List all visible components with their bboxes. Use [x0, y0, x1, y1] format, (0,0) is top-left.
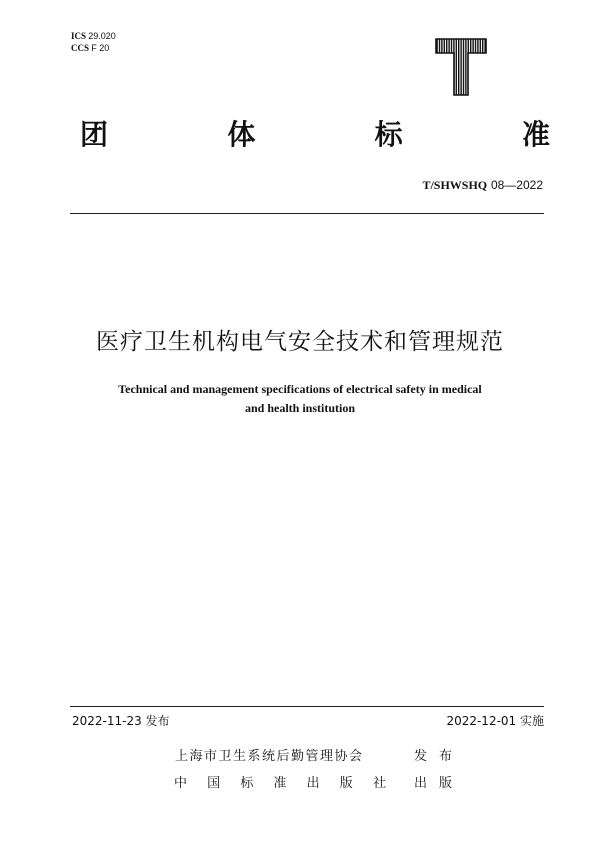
- role-char: 发: [414, 749, 428, 764]
- document-type: [80, 117, 550, 153]
- document-type-char: 体: [227, 118, 256, 151]
- bottom-divider: [70, 706, 544, 707]
- ics-value: 29.020: [88, 31, 116, 41]
- publishing-house-char: 出: [306, 776, 320, 791]
- ccs-value: F 20: [91, 43, 110, 53]
- title-english: [0, 380, 600, 418]
- publisher-row: [0, 775, 600, 793]
- standard-number-value: 08—2022: [490, 178, 543, 192]
- ccs-code: [71, 42, 116, 54]
- standard-logo-t: [434, 37, 488, 97]
- classification-codes: [71, 30, 116, 54]
- role-char: 出: [414, 776, 428, 791]
- role-char: 布: [438, 749, 452, 764]
- document-type-char: 标: [374, 118, 403, 151]
- publishing-house-char: 中: [174, 776, 188, 791]
- publishing-house-char: 国: [207, 776, 221, 791]
- standard-number: [422, 177, 543, 193]
- ccs-label: CCS: [71, 43, 90, 53]
- publisher-row: [0, 748, 600, 766]
- publishing-house: [174, 775, 386, 793]
- publishing-house-char: 准: [273, 776, 287, 791]
- publisher-role: [414, 775, 452, 793]
- ics-code: [71, 30, 116, 42]
- top-divider: [70, 213, 544, 214]
- document-type-char: 准: [521, 118, 550, 151]
- issuing-organization: 上海市卫生系统后勤管理协会: [175, 749, 364, 764]
- publisher-role: [414, 748, 452, 766]
- publishing-house-char: 版: [339, 776, 353, 791]
- t-logo-icon: [434, 37, 488, 97]
- title-chinese: 医疗卫生机构电气安全技术和管理规范: [96, 329, 504, 355]
- title-english-line1: Technical and management specifications of electrical safety in medical: [118, 382, 482, 396]
- ics-label: ICS: [71, 31, 87, 41]
- standard-number-prefix: T/SHWSHQ: [422, 178, 488, 192]
- role-char: 版: [438, 776, 452, 791]
- publishing-house-char: 标: [240, 776, 254, 791]
- publishing-house-char: 社: [372, 776, 386, 791]
- implementation-date: 2022-12-01 实施: [446, 714, 544, 728]
- title-english-line2: and health institution: [244, 401, 356, 415]
- document-type-char: 团: [80, 118, 109, 151]
- issue-date: 2022-11-23 发布: [72, 714, 170, 728]
